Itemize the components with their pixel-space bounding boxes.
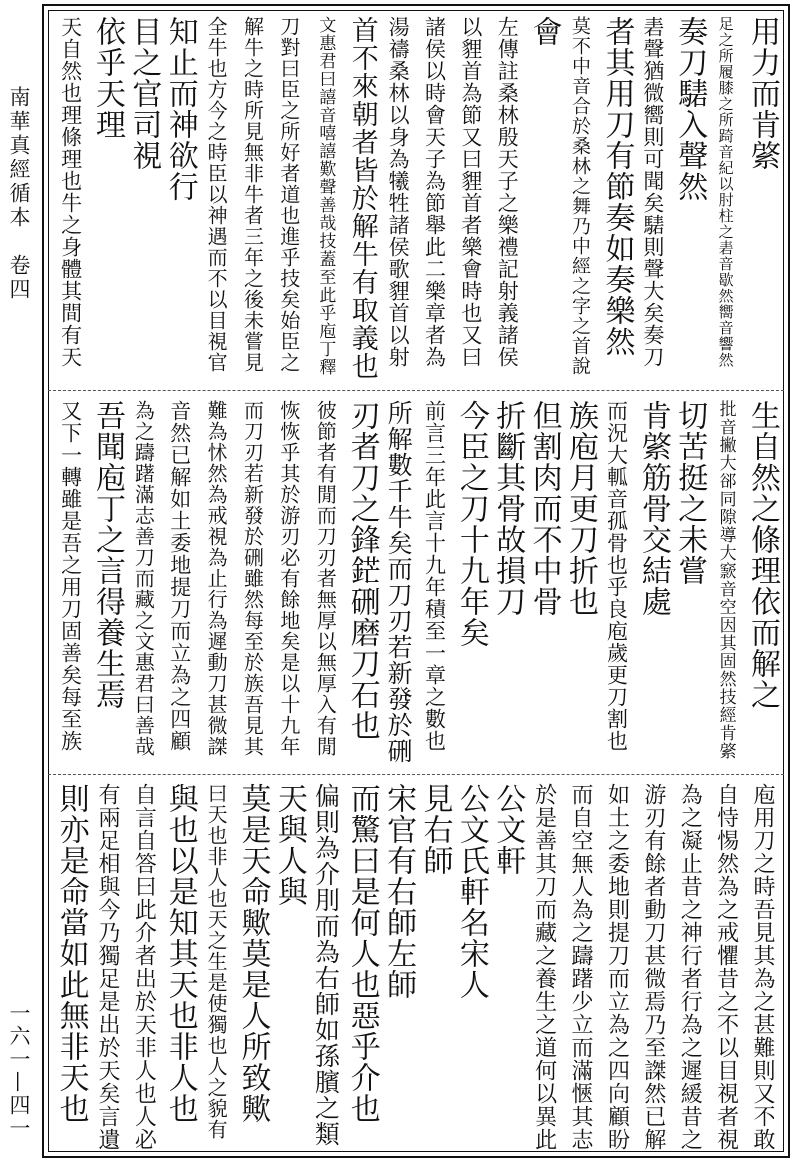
text-panel-2	[52, 400, 780, 765]
text-column: 諸侯以時會天子為節舉此二樂章者為	[422, 16, 447, 368]
text-panel-3	[52, 783, 780, 1153]
text-column: 庖用刀之時吾見其為之甚難則又不敢	[750, 783, 775, 1151]
text-column: 則亦是命當如此無非天也	[53, 783, 89, 1124]
text-column: 用力而肯綮	[745, 16, 780, 171]
text-column: 如土之委地則提刀而立為之四向顧盼	[604, 783, 630, 1151]
text-column: 依乎天理	[89, 16, 125, 140]
text-column: 莫是天命歟莫是人所致歟	[235, 783, 271, 1124]
text-column: 前言三年此言十九年積至一章之數也	[422, 400, 447, 752]
panel-divider-1	[48, 390, 784, 391]
text-column: 天自然也理條理也牛之身體其間有天	[58, 16, 83, 368]
margin-book-title: 南華真經循本 卷四	[7, 86, 31, 302]
text-column: 刀對曰臣之所好者道也進乎技矣始臣之	[276, 16, 301, 373]
text-column: 又下一轉雖是吾之用刀固善矣每至族	[58, 400, 83, 752]
text-column: 會	[526, 16, 562, 47]
text-column: 公文氏軒名宋人	[453, 783, 489, 1000]
text-column: 今臣之刀十九年矣	[453, 400, 489, 648]
text-column: 曰天也非人也天之生是使獨也人之貌有	[204, 783, 229, 1140]
text-column: 音然已解如土委地提刀而立為之四顧	[167, 400, 192, 752]
text-column: 肯綮筋骨交結處	[635, 400, 671, 617]
text-column: 而驚曰是何人也惡乎介也	[344, 783, 380, 1124]
text-column: 切苦挺之未嘗	[672, 400, 708, 586]
text-column: 奏刀騞入聲然	[672, 16, 708, 202]
text-column: 偏則為介刖而為右師如孫臏之類	[311, 783, 341, 1147]
text-column: 而刀刃若新發於硎雖然每至於族吾見其	[240, 400, 265, 757]
text-column: 宋官有右師左師	[381, 783, 417, 1000]
text-column: 而況大軱音孤骨也乎良庖歲更刀割也	[604, 400, 629, 752]
text-column: 折斷其骨故損刀	[490, 400, 526, 617]
text-panel-1	[52, 16, 780, 380]
text-column: 恢恢乎其於游刃必有餘地矣是以十九年	[276, 400, 301, 757]
text-column: 文惠君曰譆音嘻譆歎聲善哉技蓋至此乎庖丁釋	[315, 16, 336, 376]
text-column: 左傳註桑林殷天子之樂禮記射義諸侯	[495, 16, 520, 368]
text-column: 自言自答曰此介者出於天非人也人必	[131, 783, 157, 1151]
margin-page-number: 一六一—四一	[7, 1002, 31, 1140]
text-column: 生自然之條理依而解之	[745, 400, 780, 710]
text-column: 自恃惕然為之戒懼昔之不以目視者視	[713, 783, 739, 1151]
text-column: 批音撇大郤同隙導大窾音空因其固然技經肯綮	[715, 400, 736, 760]
text-column: 與也以是知其天也非人也	[162, 783, 198, 1124]
text-column: 莫不中音合於桑林之舞乃中經之字之首說	[569, 16, 592, 376]
text-column: 首不來朝者皆於解牛有取義也	[346, 16, 378, 380]
text-column: 但割肉而不中骨	[526, 400, 562, 617]
text-column: 足之所履膝之所踦音紀以肘柱之砉音歇然嚮音響然	[716, 16, 735, 368]
text-column: 以貍首為節又曰貍首者樂會時也又曰	[458, 16, 483, 368]
text-column: 吾聞庖丁之言得養生焉	[89, 400, 125, 710]
text-column: 為之凝止昔之神行者行為之遲緩昔之	[677, 783, 703, 1151]
text-column: 彼節者有閒而刀刃者無厚以無厚入有閒	[313, 400, 338, 757]
text-column: 砉聲猶微嚮則可聞矣騞則聲大矣奏刀	[640, 16, 665, 368]
text-column: 者其用刀有節奏如奏樂然	[599, 16, 635, 357]
text-column: 知止而神欲行	[162, 16, 198, 202]
text-column: 有兩足相與今乃獨足是出於天矣言遺	[94, 783, 120, 1151]
text-column: 天與人與	[271, 783, 307, 907]
text-column: 全牛也方今之時臣以神遇而不以目視官	[204, 16, 229, 373]
text-column: 目之官司視	[126, 16, 162, 171]
text-column: 難為怵然為戒視為止行為遲動刀甚微謋	[204, 400, 229, 757]
text-column: 湯禱桑林以身為犧牲諸侯歌貍首以射	[386, 16, 411, 368]
panel-divider-2	[48, 774, 784, 775]
text-column: 公文軒	[490, 783, 526, 876]
text-column: 刃者刀之鋒鋩硎磨刀石也	[344, 400, 380, 741]
text-column: 所解數千牛矣而刀刃若新發於硎	[384, 400, 414, 764]
text-column: 為之躊躇滿志善刀而藏之文惠君曰善哉	[131, 400, 156, 757]
text-column: 而自空無人為之躊躇少立而滿愜其志	[568, 783, 594, 1151]
text-column: 於是善其刀而藏之養生之道何以異此	[531, 783, 557, 1151]
text-column: 游刃有餘者動刀甚微焉乃至謋然已解	[640, 783, 666, 1151]
text-column: 解牛之時所見無非牛者三年之後未嘗見	[240, 16, 265, 373]
text-column: 族庖月更刀折也	[563, 400, 599, 617]
text-column: 見右師	[417, 783, 453, 876]
